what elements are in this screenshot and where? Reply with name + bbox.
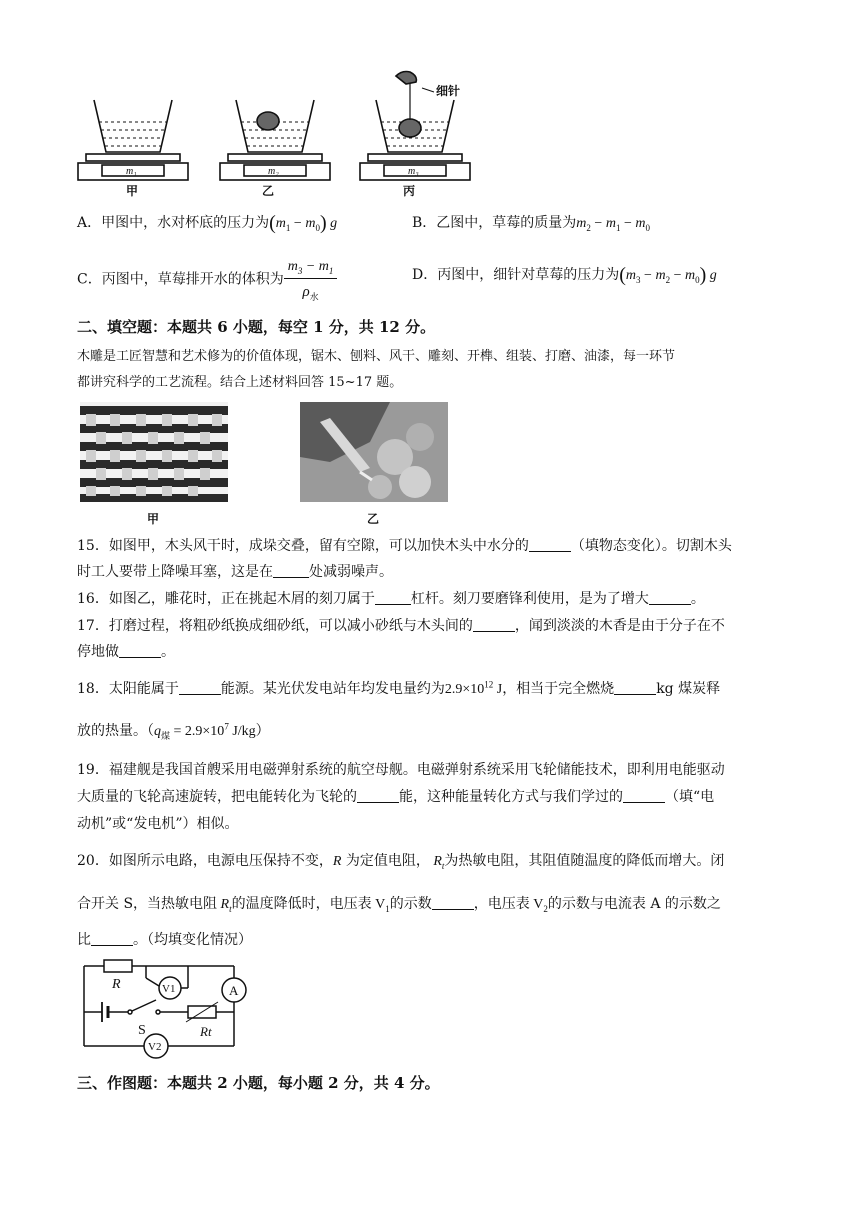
q15-blank-1[interactable] xyxy=(529,538,571,552)
figure-label-jia: 甲 xyxy=(126,184,139,198)
photo-wood-carving xyxy=(300,402,448,502)
q18-blank-2[interactable] xyxy=(614,681,656,695)
q16-blank-2[interactable] xyxy=(649,591,691,605)
q17-line1: 17．打磨过程，将粗砂纸换成细砂纸，可以减小砂纸与木头间的 ，闻到淡淡的木香是由于分子在不 xyxy=(77,618,725,634)
section2-intro-2: 都讲究科学的工艺流程。结合上述材料回答 15~17 题。 xyxy=(77,375,403,390)
q18-line1: 18．太阳能属于 能源。某光伏发电站年均发电量约为$2.9\times 10^{12}$ J，相当于完全燃烧 kg 煤炭释 xyxy=(77,679,721,697)
circuit-diagram xyxy=(76,956,256,1060)
circuit-label-r: R xyxy=(112,977,121,992)
option-b: B．乙图中，草莓的质量为$m_2 - m_1 - m_0$ xyxy=(412,215,650,233)
q20-line1: 20．如图所示电路，电源电压保持不变，R 为定值电阻， $R_t$为热敏电阻，其阻值随温度的降低而增大。闭 xyxy=(77,853,725,871)
photo-label-yi: 乙 xyxy=(367,512,380,526)
circuit-label-v2: V2 xyxy=(148,1041,162,1053)
option-d: D．丙图中，细针对草莓的压力为$(m_3 - m_2 - m_0)$ g xyxy=(412,264,717,286)
figure-label-yi: 乙 xyxy=(262,184,275,198)
q19-line1: 19．福建舰是我国首艘采用电磁弹射系统的航空母舰。电磁弹射系统采用飞轮储能技术，即利用电能驱动 xyxy=(77,762,725,778)
q16-line: 16．如图乙，雕花时，正在挑起木屑的刻刀属于 杠杆。刻刀要磨锋利使用，是为了增大 。 xyxy=(77,591,705,607)
q19-line3: 动机”或“发电机”）相似。 xyxy=(77,816,239,832)
q19-blank-2[interactable] xyxy=(623,789,665,803)
q20-line3: 比 。（均填变化情况） xyxy=(77,932,252,948)
q15-line1: 15．如图甲，木头风干时，成垛交叠，留有空隙，可以加快木头中水分的 （填物态变化）。切割木头 xyxy=(77,538,732,554)
q17-line2: 停地做 。 xyxy=(77,644,175,660)
circuit-label-s: S xyxy=(138,1023,146,1038)
photo-stacked-wood xyxy=(80,402,228,502)
q15-line2: 时工人要带上降噪耳塞，这是在 处减弱噪声。 xyxy=(77,564,393,580)
q15-blank-2[interactable] xyxy=(273,564,309,578)
scale-label-2: m₂ xyxy=(268,166,279,177)
q19-line2: 大质量的飞轮高速旋转，把电能转化为飞轮的 能，这种能量转化方式与我们学过的 （填“电 xyxy=(77,789,715,805)
switch-s xyxy=(132,1000,156,1011)
photo-label-jia: 甲 xyxy=(147,512,160,526)
section2-intro-1: 木雕是工匠智慧和艺术修为的价值体现，锯木、刨料、风干、雕刻、开榫、组装、打磨、油漆，每一环节 xyxy=(77,349,676,364)
resistor-r xyxy=(104,960,132,972)
q19-blank-1[interactable] xyxy=(357,789,399,803)
q17-blank-2[interactable] xyxy=(119,644,161,658)
circuit-label-rt: Rt xyxy=(200,1024,212,1039)
figure-label-bing: 丙 xyxy=(403,184,416,198)
option-c: C．丙图中，草莓排开水的体积为 $\frac{m_3 - m_1}{\rho_水}$ xyxy=(77,258,337,301)
circuit-label-a: A xyxy=(229,983,239,998)
needle-label: 细针 xyxy=(436,84,461,98)
q20-line2: 合开关 S，当热敏电阻 $R_t$的温度降低时，电压表 $V_1$的示数 ，电压表 $V_2$的示数与电流表 A 的示数之 xyxy=(77,896,721,914)
q17-blank-1[interactable] xyxy=(473,618,515,632)
section2-heading: 二、填空题：本题共 6 小题，每空 1 分，共 12 分。 xyxy=(77,318,436,336)
section3-heading: 三、作图题：本题共 2 小题，每小题 2 分，共 4 分。 xyxy=(77,1074,440,1092)
q18-blank-1[interactable] xyxy=(179,681,221,695)
q20-blank-1[interactable] xyxy=(432,896,474,910)
q20-blank-2[interactable] xyxy=(91,932,133,946)
q16-blank-1[interactable] xyxy=(375,591,411,605)
q18-line2: 放的热量。（$q_煤 = 2.9\times 10^7$ J/kg） xyxy=(77,721,270,742)
scale-label-3: m₃ xyxy=(408,166,419,177)
option-a: A．甲图中，水对杯底的压力为$(m_1 - m_0)$ g xyxy=(77,212,338,234)
beaker-scale-figure xyxy=(76,70,496,198)
scale-label-1: m₁ xyxy=(126,166,137,177)
circuit-label-v1: V1 xyxy=(162,983,176,995)
